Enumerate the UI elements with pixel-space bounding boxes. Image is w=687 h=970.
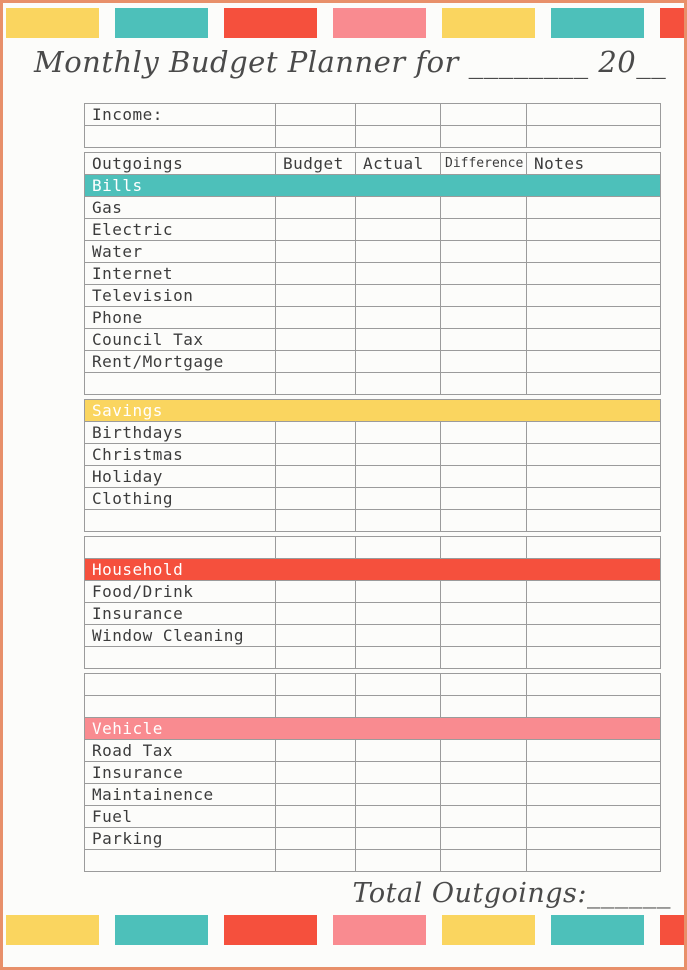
empty-cell bbox=[356, 740, 441, 762]
item-row bbox=[85, 285, 661, 307]
section-bar-household: Household bbox=[85, 559, 661, 581]
empty-cell bbox=[441, 828, 527, 850]
item-row bbox=[85, 828, 661, 850]
item-label: Television bbox=[85, 285, 276, 307]
empty-cell bbox=[527, 104, 661, 126]
banner-block-red bbox=[660, 8, 687, 38]
empty-cell bbox=[527, 581, 661, 603]
empty-cell bbox=[527, 126, 661, 148]
empty-cell bbox=[527, 828, 661, 850]
empty-cell bbox=[85, 510, 276, 532]
empty-cell bbox=[527, 466, 661, 488]
empty-cell bbox=[276, 219, 356, 241]
empty-cell bbox=[356, 581, 441, 603]
empty-cell bbox=[527, 784, 661, 806]
empty-row bbox=[85, 126, 661, 148]
banner-block-red bbox=[224, 915, 317, 945]
empty-row bbox=[85, 510, 661, 532]
empty-row bbox=[85, 537, 661, 559]
item-row bbox=[85, 329, 661, 351]
empty-cell bbox=[356, 696, 441, 718]
empty-row bbox=[85, 647, 661, 669]
item-row bbox=[85, 625, 661, 647]
empty-cell bbox=[527, 197, 661, 219]
banner-block-red bbox=[224, 8, 317, 38]
banner-block-pink bbox=[333, 915, 426, 945]
empty-cell bbox=[441, 444, 527, 466]
item-label: Window Cleaning bbox=[85, 625, 276, 647]
empty-cell bbox=[356, 219, 441, 241]
empty-cell bbox=[276, 806, 356, 828]
item-row bbox=[85, 197, 661, 219]
empty-cell bbox=[356, 104, 441, 126]
empty-cell bbox=[276, 241, 356, 263]
empty-cell bbox=[356, 373, 441, 395]
item-row bbox=[85, 762, 661, 784]
empty-cell bbox=[356, 537, 441, 559]
empty-cell bbox=[441, 351, 527, 373]
item-row bbox=[85, 466, 661, 488]
empty-cell bbox=[441, 762, 527, 784]
section-bar-row bbox=[85, 559, 661, 581]
empty-cell bbox=[276, 537, 356, 559]
empty-cell bbox=[441, 674, 527, 696]
empty-cell bbox=[276, 603, 356, 625]
empty-cell bbox=[276, 422, 356, 444]
empty-cell bbox=[276, 696, 356, 718]
empty-cell bbox=[356, 850, 441, 872]
empty-cell bbox=[356, 466, 441, 488]
section-bar-row bbox=[85, 718, 661, 740]
empty-cell bbox=[441, 307, 527, 329]
empty-cell bbox=[527, 696, 661, 718]
total-outgoings-label: Total Outgoings:______ bbox=[352, 878, 671, 909]
item-label: Rent/Mortgage bbox=[85, 351, 276, 373]
empty-cell bbox=[85, 126, 276, 148]
empty-cell bbox=[356, 126, 441, 148]
empty-cell bbox=[527, 241, 661, 263]
empty-cell bbox=[276, 510, 356, 532]
empty-cell bbox=[356, 762, 441, 784]
empty-cell bbox=[276, 126, 356, 148]
empty-cell bbox=[441, 329, 527, 351]
item-label: Internet bbox=[85, 263, 276, 285]
empty-cell bbox=[527, 329, 661, 351]
page-title: Monthly Budget Planner for ________ 20__ bbox=[34, 45, 667, 79]
item-row bbox=[85, 422, 661, 444]
item-label: Insurance bbox=[85, 603, 276, 625]
item-label: Fuel bbox=[85, 806, 276, 828]
empty-cell bbox=[441, 806, 527, 828]
empty-cell bbox=[356, 329, 441, 351]
empty-cell bbox=[356, 828, 441, 850]
item-label: Insurance bbox=[85, 762, 276, 784]
empty-cell bbox=[441, 784, 527, 806]
empty-cell bbox=[356, 510, 441, 532]
header-budget: Budget bbox=[276, 153, 356, 175]
header-actual: Actual bbox=[356, 153, 441, 175]
empty-cell bbox=[441, 466, 527, 488]
item-row bbox=[85, 806, 661, 828]
item-row bbox=[85, 351, 661, 373]
empty-cell bbox=[85, 647, 276, 669]
income-row bbox=[85, 104, 661, 126]
item-row bbox=[85, 603, 661, 625]
empty-cell bbox=[276, 762, 356, 784]
empty-cell bbox=[441, 850, 527, 872]
section-bar-savings: Savings bbox=[85, 400, 661, 422]
empty-cell bbox=[527, 674, 661, 696]
empty-cell bbox=[356, 197, 441, 219]
empty-cell bbox=[441, 241, 527, 263]
empty-cell bbox=[441, 647, 527, 669]
item-row bbox=[85, 784, 661, 806]
empty-cell bbox=[441, 263, 527, 285]
empty-cell bbox=[356, 603, 441, 625]
empty-cell bbox=[441, 197, 527, 219]
item-label: Electric bbox=[85, 219, 276, 241]
empty-cell bbox=[441, 126, 527, 148]
empty-cell bbox=[527, 351, 661, 373]
empty-cell bbox=[356, 625, 441, 647]
empty-cell bbox=[356, 285, 441, 307]
item-row bbox=[85, 241, 661, 263]
household-table bbox=[84, 536, 661, 669]
empty-cell bbox=[276, 581, 356, 603]
bills-table bbox=[84, 152, 661, 395]
empty-cell bbox=[356, 784, 441, 806]
banner-block-teal bbox=[551, 8, 644, 38]
empty-cell bbox=[276, 263, 356, 285]
empty-cell bbox=[527, 537, 661, 559]
banner-block-teal bbox=[115, 8, 208, 38]
empty-cell bbox=[356, 263, 441, 285]
empty-cell bbox=[527, 625, 661, 647]
income-table bbox=[84, 103, 661, 148]
empty-cell bbox=[276, 488, 356, 510]
item-row bbox=[85, 307, 661, 329]
item-row bbox=[85, 581, 661, 603]
empty-cell bbox=[441, 603, 527, 625]
empty-cell bbox=[276, 285, 356, 307]
empty-cell bbox=[527, 762, 661, 784]
item-label: Holiday bbox=[85, 466, 276, 488]
item-label: Parking bbox=[85, 828, 276, 850]
empty-cell bbox=[527, 603, 661, 625]
item-label: Council Tax bbox=[85, 329, 276, 351]
banner-block-pink bbox=[333, 8, 426, 38]
empty-cell bbox=[356, 647, 441, 669]
item-label: Water bbox=[85, 241, 276, 263]
empty-cell bbox=[441, 285, 527, 307]
empty-row bbox=[85, 373, 661, 395]
banner-block-yellow bbox=[6, 8, 99, 38]
banner-block-teal bbox=[551, 915, 644, 945]
item-label: Food/Drink bbox=[85, 581, 276, 603]
item-label: Clothing bbox=[85, 488, 276, 510]
item-row bbox=[85, 219, 661, 241]
empty-cell bbox=[276, 674, 356, 696]
empty-cell bbox=[527, 444, 661, 466]
empty-cell bbox=[85, 850, 276, 872]
item-row bbox=[85, 263, 661, 285]
empty-cell bbox=[276, 329, 356, 351]
item-row bbox=[85, 488, 661, 510]
empty-cell bbox=[276, 625, 356, 647]
empty-row bbox=[85, 696, 661, 718]
empty-cell bbox=[276, 828, 356, 850]
header-difference: Difference bbox=[441, 153, 527, 175]
empty-cell bbox=[85, 373, 276, 395]
banner-block-yellow bbox=[442, 915, 535, 945]
item-label: Gas bbox=[85, 197, 276, 219]
item-label: Road Tax bbox=[85, 740, 276, 762]
empty-cell bbox=[527, 510, 661, 532]
empty-cell bbox=[276, 351, 356, 373]
empty-cell bbox=[276, 444, 356, 466]
empty-cell bbox=[441, 510, 527, 532]
empty-cell bbox=[276, 373, 356, 395]
empty-cell bbox=[85, 674, 276, 696]
budget-sheet bbox=[84, 103, 660, 876]
empty-cell bbox=[441, 696, 527, 718]
empty-cell bbox=[441, 488, 527, 510]
empty-cell bbox=[527, 488, 661, 510]
income-label: Income: bbox=[85, 104, 276, 126]
empty-cell bbox=[276, 850, 356, 872]
empty-cell bbox=[441, 740, 527, 762]
empty-cell bbox=[527, 263, 661, 285]
empty-cell bbox=[441, 625, 527, 647]
empty-cell bbox=[527, 806, 661, 828]
empty-cell bbox=[356, 307, 441, 329]
empty-row bbox=[85, 674, 661, 696]
empty-cell bbox=[527, 422, 661, 444]
empty-cell bbox=[276, 104, 356, 126]
header-notes: Notes bbox=[527, 153, 661, 175]
empty-cell bbox=[276, 466, 356, 488]
item-label: Phone bbox=[85, 307, 276, 329]
item-label: Birthdays bbox=[85, 422, 276, 444]
item-label: Maintainence bbox=[85, 784, 276, 806]
item-row bbox=[85, 444, 661, 466]
vehicle-table bbox=[84, 673, 661, 872]
empty-cell bbox=[276, 784, 356, 806]
empty-cell bbox=[527, 285, 661, 307]
empty-cell bbox=[356, 488, 441, 510]
empty-cell bbox=[356, 444, 441, 466]
empty-cell bbox=[85, 537, 276, 559]
section-bar-bills: Bills bbox=[85, 175, 661, 197]
empty-cell bbox=[527, 740, 661, 762]
banner-block-teal bbox=[115, 915, 208, 945]
empty-cell bbox=[356, 241, 441, 263]
empty-cell bbox=[527, 219, 661, 241]
empty-cell bbox=[527, 307, 661, 329]
empty-cell bbox=[356, 806, 441, 828]
empty-cell bbox=[441, 219, 527, 241]
empty-cell bbox=[356, 351, 441, 373]
empty-cell bbox=[356, 422, 441, 444]
empty-cell bbox=[441, 537, 527, 559]
empty-cell bbox=[441, 373, 527, 395]
empty-cell bbox=[276, 197, 356, 219]
banner-block-yellow bbox=[442, 8, 535, 38]
empty-cell bbox=[527, 647, 661, 669]
empty-cell bbox=[441, 581, 527, 603]
empty-cell bbox=[527, 373, 661, 395]
section-bar-row bbox=[85, 175, 661, 197]
section-bar-vehicle: Vehicle bbox=[85, 718, 661, 740]
column-header-row bbox=[85, 153, 661, 175]
item-label: Christmas bbox=[85, 444, 276, 466]
section-bar-row bbox=[85, 400, 661, 422]
empty-cell bbox=[276, 647, 356, 669]
empty-cell bbox=[276, 740, 356, 762]
empty-row bbox=[85, 850, 661, 872]
item-row bbox=[85, 740, 661, 762]
empty-cell bbox=[85, 696, 276, 718]
banner-block-yellow bbox=[6, 915, 99, 945]
empty-cell bbox=[441, 104, 527, 126]
banner-block-red bbox=[660, 915, 687, 945]
empty-cell bbox=[527, 850, 661, 872]
savings-table bbox=[84, 399, 661, 532]
empty-cell bbox=[276, 307, 356, 329]
empty-cell bbox=[356, 674, 441, 696]
empty-cell bbox=[441, 422, 527, 444]
header-outgoings: Outgoings bbox=[85, 153, 276, 175]
